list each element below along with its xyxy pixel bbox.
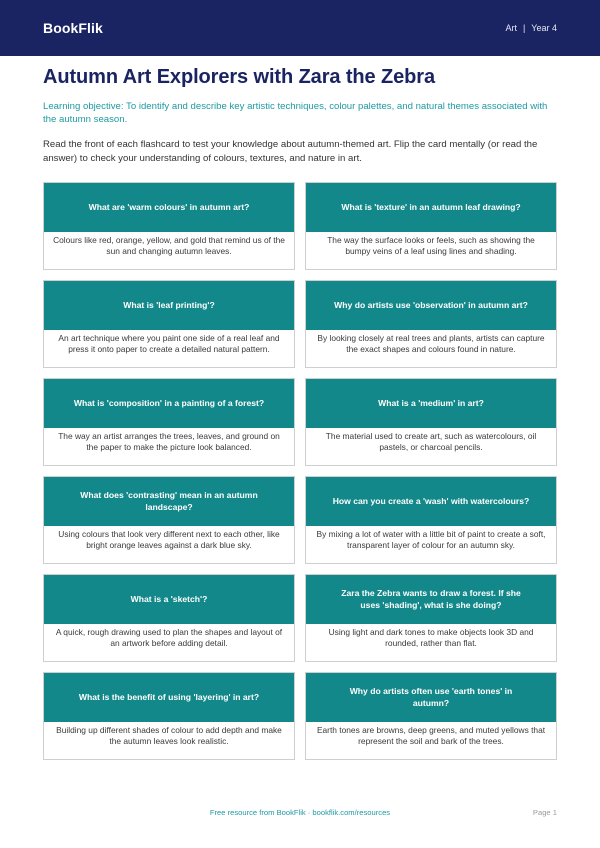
flashcard-answer: Colours like red, orange, yellow, and gold that remind us of the sun and changing autumn leaves.	[44, 232, 294, 269]
flashcard-answer: The way an artist arranges the trees, leaves, and ground on the paper to make the picture look balanced.	[44, 428, 294, 465]
flashcard-answer: Using light and dark tones to make objects look 3D and rounded, rather than flat.	[306, 624, 556, 661]
subject-year-label	[505, 23, 557, 33]
flashcard-question: What is 'composition' in a painting of a forest?	[44, 379, 294, 428]
flashcard-question: Why do artists use 'observation' in autumn art?	[306, 281, 556, 330]
page-number: Page 1	[532, 808, 557, 817]
flashcard-answer: An art technique where you paint one side of a real leaf and press it onto paper to create a detailed natural pattern.	[44, 330, 294, 367]
flashcard-answer: Earth tones are browns, deep greens, and muted yellows that represent the soil and bark of the trees.	[306, 722, 556, 759]
intro-instructions: Read the front of each flashcard to test your knowledge about autumn-themed art. Flip the card mentally (or read the answer) to check your understanding of colours, textures, and nature in art.	[43, 139, 538, 164]
flashcard-answer: The material used to create art, such as watercolours, oil pastels, or charcoal pencils.	[306, 428, 556, 465]
flashcard-question: Why do artists often use 'earth tones' in autumn?	[306, 673, 556, 722]
flashcard-question: What are 'warm colours' in autumn art?	[44, 183, 294, 232]
flashcard-answer: By looking closely at real trees and plants, artists can capture the exact shapes and colours found in nature.	[306, 330, 556, 367]
flashcard-question: What is 'leaf printing'?	[44, 281, 294, 330]
flashcard	[305, 280, 557, 368]
flashcard	[43, 378, 295, 466]
flashcard	[43, 574, 295, 662]
flashcard-answer: A quick, rough drawing used to plan the shapes and layout of an artwork before adding detail.	[44, 624, 294, 661]
flashcard-question: What does 'contrasting' mean in an autumn landscape?	[44, 477, 294, 526]
flashcard-answer: Using colours that look very different next to each other, like bright orange leaves against a dark blue sky.	[44, 526, 294, 563]
flashcard	[43, 672, 295, 760]
flashcard	[305, 378, 557, 466]
flashcard-question: How can you create a 'wash' with watercolours?	[306, 477, 556, 526]
flashcard-answer: Building up different shades of colour to add depth and make the autumn leaves look realistic.	[44, 722, 294, 759]
year-label: Year 4	[531, 23, 557, 33]
footer-resource-link[interactable]: Free resource from BookFlik · bookflik.com/resources	[209, 808, 391, 817]
flashcard	[305, 182, 557, 270]
top-banner	[0, 0, 600, 56]
flashcard-answer: By mixing a lot of water with a little bit of paint to create a soft, transparent layer of colour for an autumn sky.	[306, 526, 556, 563]
flashcard-grid	[43, 182, 557, 760]
page-title: Autumn Art Explorers with Zara the Zebra	[43, 66, 435, 88]
flashcard-question: What is a 'medium' in art?	[306, 379, 556, 428]
flashcard	[43, 182, 295, 270]
brand-logo-text: BookFlik	[43, 20, 103, 36]
flashcard	[43, 280, 295, 368]
flashcard-question: What is a 'sketch'?	[44, 575, 294, 624]
learning-objective: Learning objective: To identify and describe key artistic techniques, colour palettes, and natural themes associated with the autumn season.	[43, 101, 548, 125]
flashcard	[305, 672, 557, 760]
flashcard-question: What is 'texture' in an autumn leaf drawing?	[306, 183, 556, 232]
page-footer	[0, 808, 600, 822]
meta-separator: |	[522, 23, 526, 33]
flashcard	[305, 476, 557, 564]
subject-label: Art	[505, 23, 517, 33]
flashcard	[43, 476, 295, 564]
flashcard-question: Zara the Zebra wants to draw a forest. If she uses 'shading', what is she doing?	[306, 575, 556, 624]
flashcard-question: What is the benefit of using 'layering' in art?	[44, 673, 294, 722]
flashcard	[305, 574, 557, 662]
flashcard-answer: The way the surface looks or feels, such as showing the bumpy veins of a leaf using lines and shading.	[306, 232, 556, 269]
